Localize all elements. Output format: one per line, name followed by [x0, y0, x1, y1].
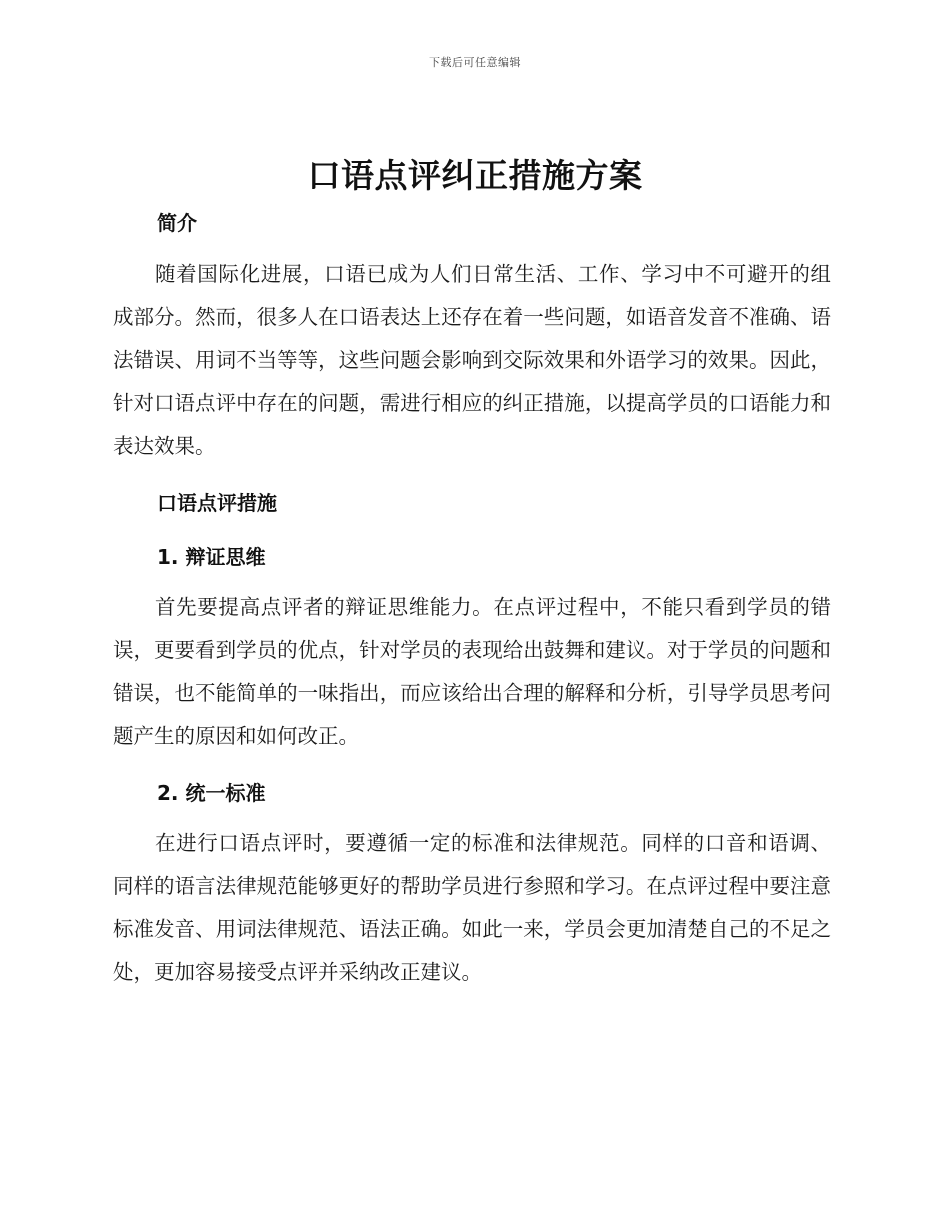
subheading-unified-standard: 2. 统一标准 [157, 781, 266, 805]
paragraph-unified-standard: 在进行口语点评时，要遵循一定的标准和法律规范。同样的口音和语调、同样的语言法律规范能够更好的帮助学员进行参照和学习。在点评过程中要注意标准发音、用词法律规范、语法正确。如此一来，学员会更加清楚自己的不足之处，更加容易接受点评并采纳改正建议。 [113, 831, 831, 984]
section-heading-measures: 口语点评措施 [157, 491, 277, 515]
document-title: 口语点评纠正措施方案 [307, 156, 643, 195]
section-heading-intro: 简介 [157, 211, 197, 235]
paragraph-dialectical-thinking: 首先要提高点评者的辩证思维能力。在点评过程中，不能只看到学员的错误，更要看到学员的优点，针对学员的表现给出鼓舞和建议。对于学员的问题和错误，也不能简单的一味指出，而应该给出合理的解释和分析，引导学员思考问题产生的原因和如何改正。 [113, 595, 831, 748]
subheading-dialectical-thinking: 1. 辩证思维 [157, 545, 266, 569]
header-note: 下载后可任意编辑 [429, 56, 521, 69]
paragraph-intro: 随着国际化进展，口语已成为人们日常生活、工作、学习中不可避开的组成部分。然而，很多人在口语表达上还存在着一些问题，如语音发音不准确、语法错误、用词不当等等，这些问题会影响到交际效果和外语学习的效果。因此，针对口语点评中存在的问题，需进行相应的纠正措施，以提高学员的口语能力和表达效果。 [113, 262, 831, 458]
